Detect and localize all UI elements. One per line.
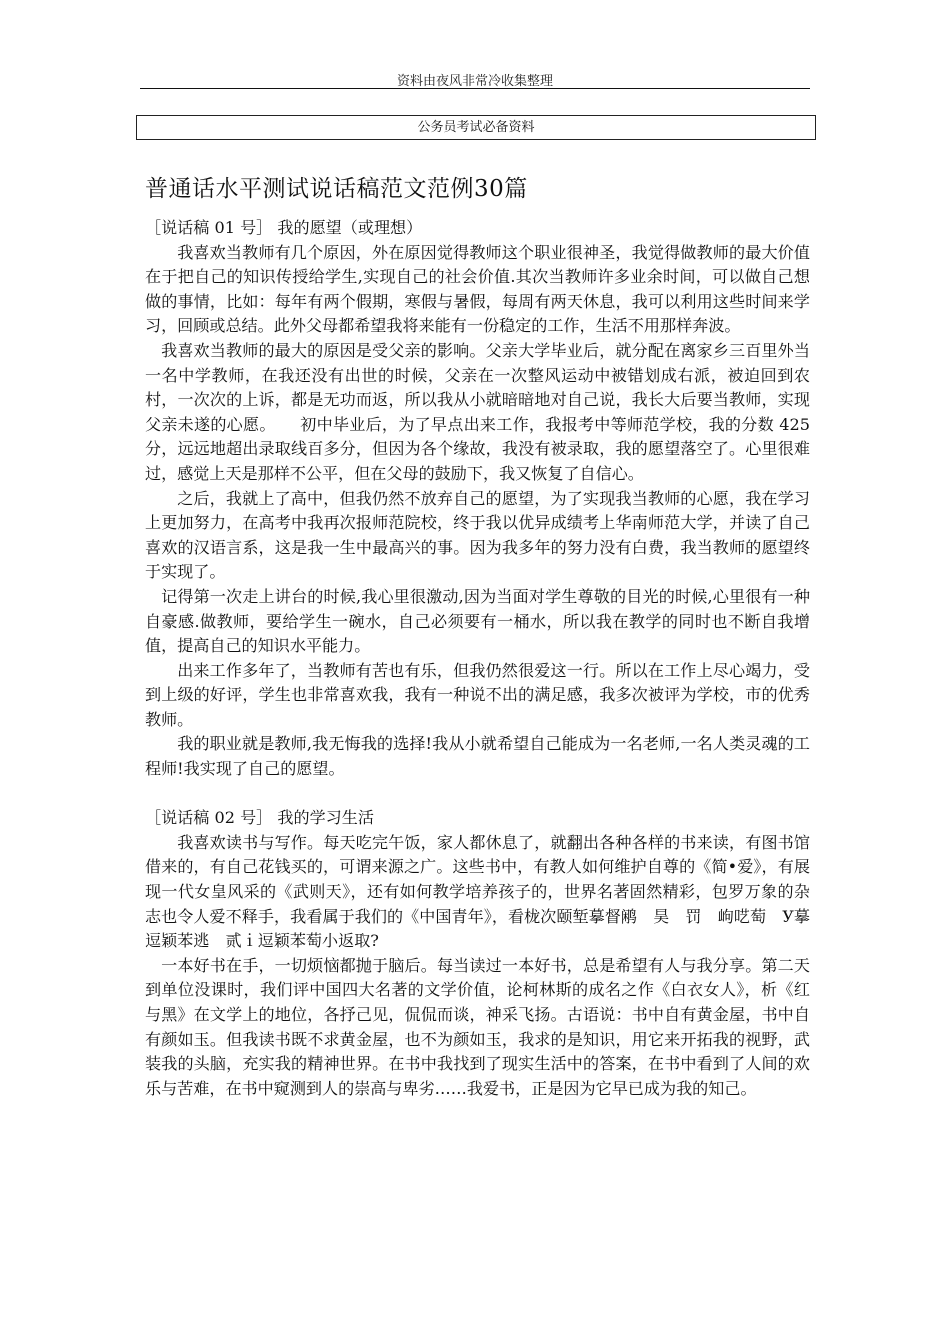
boxed-label: 公务员考试必备资料: [136, 115, 816, 140]
paragraph: 出来工作多年了，当教师有苦也有乐，但我仍然很爱这一行。所以在工作上尽心竭力，受到上级的好评，学生也非常喜欢我，我有一种说不出的满足感，我多次被评为学校，市的优秀教师。: [145, 660, 810, 729]
paragraph: 之后，我就上了高中，但我仍然不放弃自己的愿望，为了实现我当教师的心愿，我在学习上更加努力，在高考中我再次报师范院校，终于我以优异成绩考上华南师范大学，并读了自己喜欢的汉语言系，这是我一生中最高兴的事。因为我多年的努力没有白费，我当教师的愿望终于实现了。: [145, 488, 810, 582]
document-title: 普通话水平测试说话稿范文范例30篇: [145, 176, 528, 202]
section-02: [145, 806, 810, 1101]
section-01: [145, 216, 810, 782]
paragraph: 一本好书在手，一切烦恼都抛于脑后。每当读过一本好书，总是希望有人与我分享。第二天到单位没课时，我们评中国四大名著的文学价值，论柯林斯的成名之作《白衣女人》，析《红与黑》在文学上的地位，各抒己见，侃侃而谈，神采飞扬。古语说：书中自有黄金屋，书中自有颜如玉。但我读书既不求黄金屋，也不为颜如玉，我求的是知识，用它来开拓我的视野，武装我的头脑，充实我的精神世界。在书中我找到了现实生活中的答案，在书中看到了人间的欢乐与苦难，在书中窥测到人的崇高与卑劣……我爱书，正是因为它早已成为我的知己。: [145, 955, 810, 1098]
paragraph: 我喜欢当教师的最大的原因是受父亲的影响。父亲大学毕业后，就分配在离家乡三百里外当一名中学教师，在我还没有出世的时候，父亲在一次整风运动中被错划成右派，被迫回到农村，一次次的上诉，都是无功而返，所以我从小就暗暗地对自己说，我长大后要当教师，实现父亲未遂的心愿。 初中毕业后，为了早点出来工作，我报考中等师范学校，我的分数 425 分，远远地超出录取线百多分，但因为各个缘故，我没有被录取，我的愿望落空了。心里很难过，感觉上天是那样不公平，但在父母的鼓励下，我又恢复了自信心。: [145, 340, 810, 483]
section-heading: ［说话稿 01 号］ 我的愿望（或理想）: [145, 218, 423, 237]
paragraph: 我喜欢读书与写作。每天吃完午饭，家人都休息了，就翻出各种各样的书来读，有图书馆借来的，有自己花钱买的，可谓来源之广。这些书中，有教人如何维护自尊的《简•爱》，有展现一代女皇风采的《武则天》，还有如何教学培养孩子的，世界名著固然精彩，包罗万象的杂志也令人爱不释手，我看属于我们的《中国青年》，看栊次颐堑摹督鹇 昊 罚 岣呓萄 У摹逗颖苯逃 贰ｉ逗颖苯萄小返取?: [145, 832, 810, 951]
section-gap: [145, 782, 810, 807]
paragraph: 我的职业就是教师,我无悔我的选择!我从小就希望自己能成为一名老师,一名人类灵魂的工程师!我实现了自己的愿望。: [145, 734, 810, 779]
paragraph: 我喜欢当教师有几个原因，外在原因觉得教师这个职业很神圣，我觉得做教师的最大价值在于把自己的知识传授给学生,实现自己的社会价值.其次当教师许多业余时间，可以做自己想做的事情，比如：每年有两个假期，寒假与暑假，每周有两天休息，我可以利用这些时间来学习，回顾或总结。此外父母都希望我将来能有一份稳定的工作，生活不用那样奔波。: [145, 242, 810, 336]
section-heading: ［说话稿 02 号］ 我的学习生活: [145, 808, 374, 828]
document-body: [145, 216, 810, 1101]
header-rule: [140, 88, 810, 89]
paragraph: 记得第一次走上讲台的时候,我心里很激动,因为当面对学生尊敬的目光的时候,心里很有一种自豪感.做教师，要给学生一碗水，自己必须要有一桶水，所以我在教学的同时也不断自我增值，提高自己的知识水平能力。: [145, 586, 810, 656]
page-header-text: 资料由夜风非常冷收集整理: [396, 74, 553, 89]
